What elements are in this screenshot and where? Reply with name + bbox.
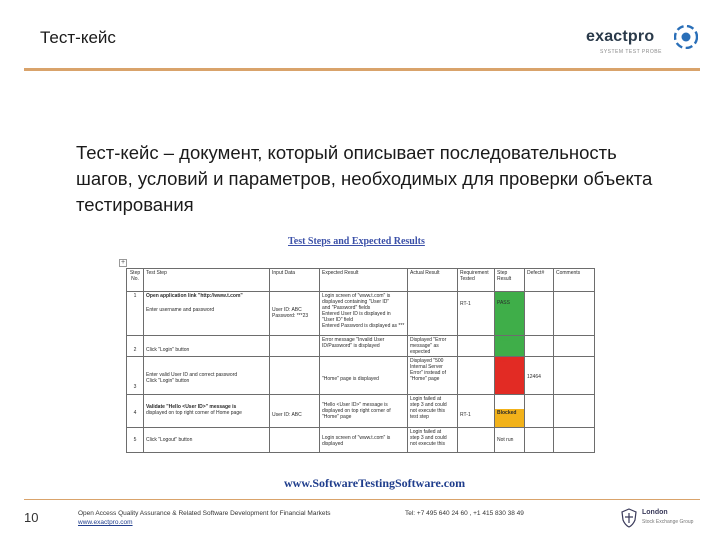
cell-defect (525, 357, 554, 395)
col-header-step: Step No. (127, 269, 144, 292)
table-row (127, 336, 595, 357)
cell-step: 1 (127, 292, 144, 336)
line: Enter valid User ID and correct password (146, 372, 238, 378)
result-fail (495, 357, 524, 394)
cell-comments (554, 357, 595, 395)
line: expected (410, 349, 431, 355)
cell-step-result (495, 336, 525, 357)
line: displayed on top right corner of (322, 408, 391, 414)
line: displayed (322, 441, 344, 447)
line: Login screen of "www.t.com" is (322, 293, 391, 299)
line: step 3 and could (410, 402, 447, 408)
cell-actual (408, 336, 458, 357)
col-header-defect: Defect# (525, 269, 554, 292)
line: Login failed at (410, 429, 442, 435)
table-row (127, 292, 595, 336)
cell-step-result (495, 395, 525, 428)
logo-tagline: SYSTEM TEST PROBE (600, 49, 662, 55)
test-case-table (126, 268, 595, 453)
line: displayed containing "User ID" (322, 299, 390, 305)
cell-input (270, 395, 320, 428)
line: RT-1 (460, 301, 471, 307)
line: message" as (410, 343, 439, 349)
cell-step-result (495, 292, 525, 336)
line: test step (410, 414, 429, 420)
result-pass (495, 336, 524, 356)
cell-step-result (495, 428, 525, 453)
cell-expected (320, 292, 408, 336)
figure-watermark: www.SoftwareTestingSoftware.com (284, 476, 466, 490)
line: User ID: ABC (272, 307, 302, 313)
col-header-step-result: Step Result (495, 269, 525, 292)
col-header-actual: Actual Result (408, 269, 458, 292)
line: Displayed "500 (410, 358, 444, 364)
line: "Home" page is displayed (322, 376, 379, 382)
cell-comments (554, 395, 595, 428)
definition-text: Тест-кейс – документ, который описывает последовательность шагов, условий и параметров, необходимых для проверки объекта тестирования (76, 142, 653, 215)
result-not-run (495, 436, 524, 453)
line: 3 (133, 384, 137, 390)
cell-requirement (458, 357, 495, 395)
line: Password: ***23 (272, 313, 309, 319)
line: Error message "Invalid User (322, 337, 385, 343)
line: Click "Login" button (146, 378, 190, 384)
cell-requirement (458, 336, 495, 357)
line: "Hello <User ID>" message is (322, 402, 388, 408)
cell-step (127, 357, 144, 395)
table-header-row (127, 269, 595, 292)
line: displayed on top right corner of Home page (146, 410, 242, 416)
cell-expected (320, 428, 408, 453)
cell-input (270, 336, 320, 357)
table-row (127, 357, 595, 395)
expand-toggle-icon: + (120, 259, 126, 266)
line: Click "Login" button (146, 347, 190, 353)
cell-step-result (495, 357, 525, 395)
line: and "Password" fields (322, 305, 371, 311)
cell-input (270, 428, 320, 453)
cell-actual (408, 357, 458, 395)
result-blocked (495, 409, 524, 428)
line: "Home" page (410, 376, 440, 382)
cell-test-step (144, 357, 270, 395)
line: Click "Logout" button (146, 437, 193, 443)
logo-wordmark: exactpro (586, 28, 655, 45)
footer-divider (24, 499, 700, 500)
line: Validate "Hello <User ID>" message is (146, 404, 237, 410)
col-header-expected: Expected Result (320, 269, 408, 292)
col-header-input: Input Data (270, 269, 320, 292)
partner-name: London (642, 509, 668, 516)
col-header-test-step: Test Step (144, 269, 270, 292)
cell-expected (320, 395, 408, 428)
table-row (127, 428, 595, 453)
cell-input (270, 292, 320, 336)
line: Error" instead of (410, 370, 446, 376)
line: 5 (133, 437, 137, 443)
line: PASS (497, 337, 510, 343)
line: Login failed at (410, 396, 442, 402)
page-number: 10 (24, 510, 39, 525)
cell-expected (320, 336, 408, 357)
col-header-comments: Comments (554, 269, 595, 292)
line: Internal Server (410, 364, 443, 370)
line: 2 (133, 347, 137, 353)
cell-comments (554, 428, 595, 453)
partner-subtitle: Stock Exchange Group (642, 519, 694, 525)
partner-logo (620, 506, 710, 532)
footer-phone: Tel: +7 495 640 24 60 , +1 415 830 38 49 (405, 510, 524, 517)
line: "User ID" field (322, 317, 354, 323)
line: Entered Password is displayed as *** (322, 323, 405, 329)
line: Enter username and password (146, 307, 215, 313)
cell-actual (408, 292, 458, 336)
line: 4 (133, 410, 137, 416)
result-pass (495, 292, 524, 335)
cell-actual (408, 428, 458, 453)
table-row (127, 395, 595, 428)
line: FAIL (497, 358, 508, 364)
line: Login screen of "www.t.com" is (322, 435, 391, 441)
cell-actual (408, 395, 458, 428)
col-header-requirement: Requirement Tested (458, 269, 495, 292)
cell-comments (554, 336, 595, 357)
line: Entered User ID is displayed in (322, 311, 391, 317)
cell-step (127, 395, 144, 428)
cell-test-step (144, 428, 270, 453)
cell-defect (525, 336, 554, 357)
cell-defect (525, 428, 554, 453)
line: Not run (497, 437, 514, 443)
footer-description: Open Access Quality Assurance & Related Software Development for Financial Markets (78, 510, 331, 517)
cell-test-step (144, 292, 270, 336)
cell-test-step (144, 395, 270, 428)
crest-icon (620, 508, 638, 528)
cell-step (127, 336, 144, 357)
line: PASS (497, 300, 510, 306)
cell-defect (525, 395, 554, 428)
line: Blocked (497, 410, 517, 416)
figure-heading: Test Steps and Expected Results (288, 236, 425, 247)
cell-comments (554, 292, 595, 336)
exactpro-logo (586, 20, 701, 60)
exactpro-emblem-icon (674, 25, 698, 49)
cell-input (270, 357, 320, 395)
line: step 3 and could (410, 435, 447, 441)
line: Displayed "Error (410, 337, 447, 343)
header-divider (24, 68, 700, 71)
slide-title: Тест-кейс (40, 28, 116, 47)
cell-expected (320, 357, 408, 395)
cell-step (127, 428, 144, 453)
line: Open application link "http://www.t.com" (146, 293, 243, 299)
cell-requirement (458, 428, 495, 453)
line: "Home" page (322, 414, 352, 420)
line: not execute this (410, 441, 446, 447)
cell-defect (525, 292, 554, 336)
line: not execute this (410, 408, 446, 414)
line: RT-1 (460, 412, 471, 418)
line: ID/Password" is displayed (322, 343, 380, 349)
cell-requirement (458, 395, 495, 428)
footer-website-link[interactable]: www.exactpro.com (78, 519, 133, 526)
cell-test-step (144, 336, 270, 357)
cell-requirement (458, 292, 495, 336)
line: User ID: ABC (272, 412, 302, 418)
line: 12464 (527, 374, 541, 380)
